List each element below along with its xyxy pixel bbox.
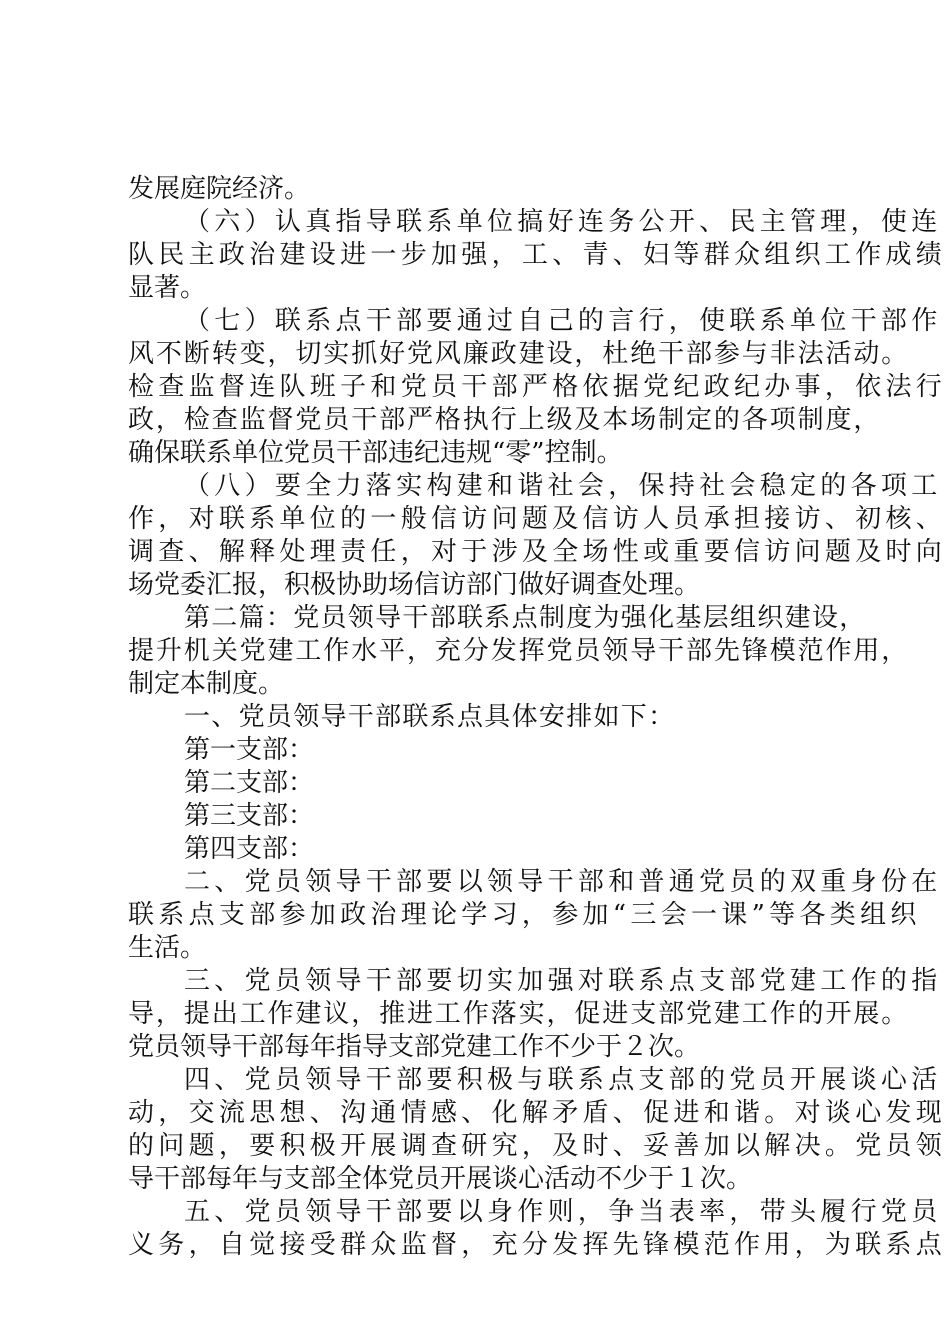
text-line: 的问题，要积极开展调查研究，及时、妥善加以解决。党员领 [128,1131,947,1161]
text-line: 三、党员领导干部要切实加强对联系点支部党建工作的指 [184,966,942,996]
text-line: 政，检查监督党员干部严格执行上级及本场制定的各项制度， [128,405,882,435]
text-line: 发展庭院经济。 [128,174,311,204]
text-line: 检查监督连队班子和党员干部严格依据党纪政纪办事，依法行 [128,372,947,402]
text-line: 党员领导干部每年指导支部党建工作不少于２次。 [128,1032,701,1062]
text-line: 调查、解释处理责任，对于涉及全场性或重要信访问题及时向 [128,537,947,567]
text-line: 确保联系单位党员干部违纪违规“零”控制。 [128,438,623,468]
text-line: 风不断转变，切实抓好党风廉政建设，杜绝干部参与非法活动。 [128,339,910,369]
text-line: 动，交流思想、沟通情感、化解矛盾、促进和谐。对谈心发现 [128,1098,947,1128]
text-line: 四、党员领导干部要积极与联系点支部的党员开展谈心活 [184,1065,942,1095]
text-line: 第一支部： [184,735,315,765]
text-line: 联系点支部参加政治理论学习，参加“三会一课”等各类组织 [128,900,921,930]
text-line: 场党委汇报，积极协助场信访部门做好调查处理。 [128,570,701,600]
text-line: 五、党员领导干部要以身作则，争当表率，带头履行党员 [184,1197,942,1227]
text-line: 提升机关党建工作水平，充分发挥党员领导干部先锋模范作用， [128,636,910,666]
text-line: 队民主政治建设进一步加强，工、青、妇等群众组织工作成绩 [128,240,947,270]
text-line: 导干部每年与支部全体党员开展谈心活动不少于１次。 [128,1164,753,1194]
text-line: 显著。 [128,273,207,303]
text-line: （八）要全力落实构建和谐社会，保持社会稳定的各项工 [184,471,942,501]
text-line: 作，对联系单位的一般信访问题及信访人员承担接访、初核、 [128,504,947,534]
text-line: 二、党员领导干部要以领导干部和普通党员的双重身份在 [184,867,942,897]
text-line: 导，提出工作建议，推进工作落实，促进支部党建工作的开展。 [128,999,910,1029]
text-line: 第二篇：党员领导干部联系点制度为强化基层组织建设， [184,603,867,633]
text-line: 义务，自觉接受群众监督，充分发挥先锋模范作用，为联系点 [128,1230,947,1260]
text-line: 一、党员领导干部联系点具体安排如下： [184,702,676,732]
text-line: 第二支部： [184,768,315,798]
text-line: 生活。 [128,933,207,963]
text-line: （六）认真指导联系单位搞好连务公开、民主管理，使连 [184,207,942,237]
text-line: （七）联系点干部要通过自己的言行，使联系单位干部作 [184,306,942,336]
text-line: 制定本制度。 [128,669,285,699]
text-line: 第三支部： [184,801,315,831]
text-line: 第四支部： [184,834,315,864]
